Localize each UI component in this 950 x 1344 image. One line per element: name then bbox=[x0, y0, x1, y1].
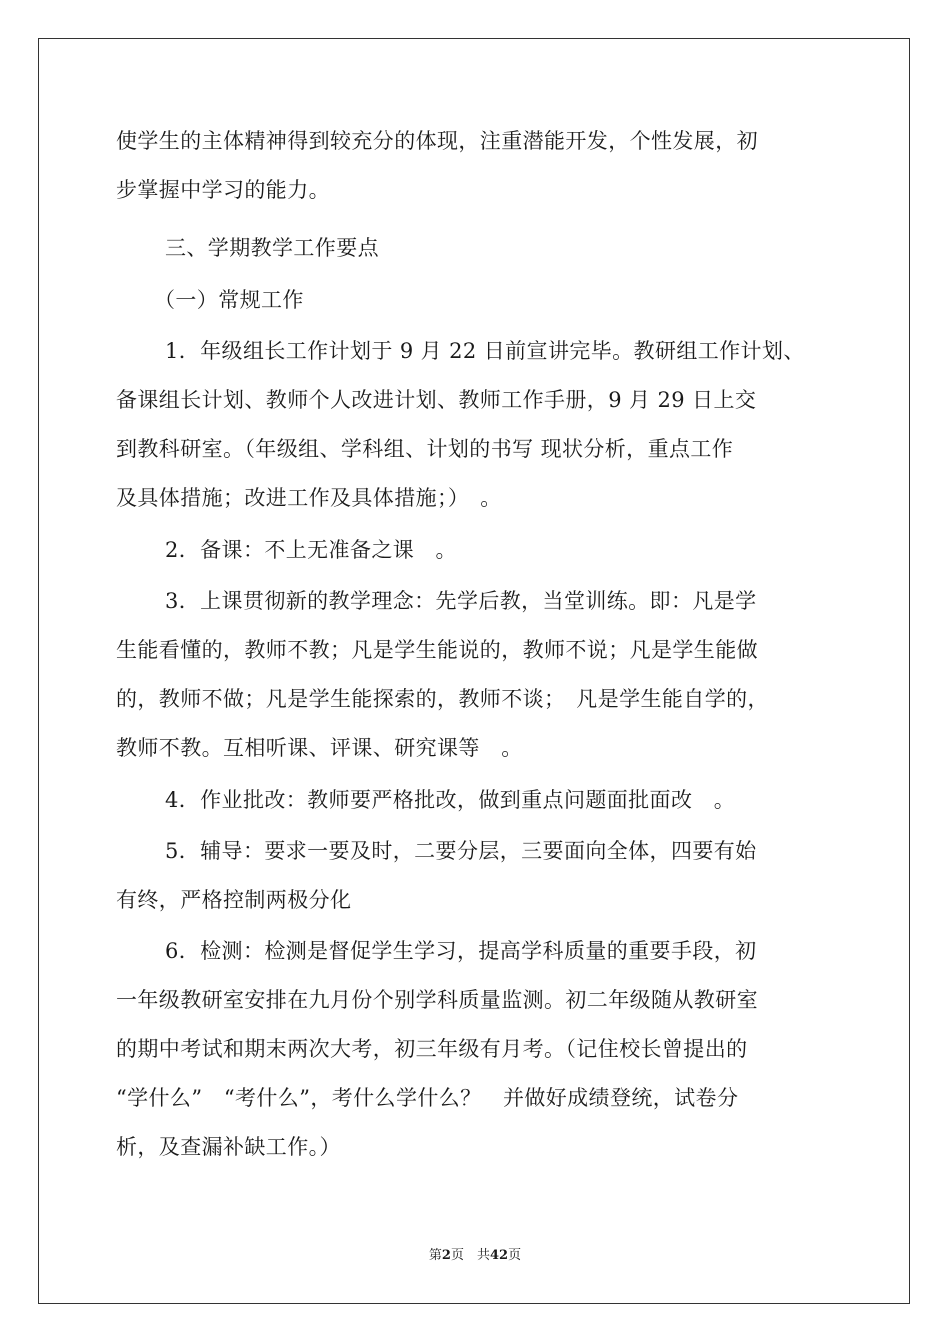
text-line: 备课组长计划、教师个人改进计划、教师工作手册，9 月 29 日上交 bbox=[116, 388, 757, 412]
text-line: 步掌握中学习的能力。 bbox=[116, 178, 330, 202]
footer-suffix: 页 bbox=[508, 1248, 522, 1263]
text-line: 到教科研室。（年级组、学科组、计划的书写 现状分析，重点工作 bbox=[116, 437, 734, 461]
paragraph-start: 4．作业批改：教师要严格批改，做到重点问题面批面改 。 bbox=[165, 788, 736, 812]
page-footer bbox=[0, 1247, 950, 1265]
total-pages-number: 42 bbox=[489, 1248, 509, 1263]
footer-middle: 页 共 bbox=[450, 1248, 490, 1263]
text-line: 及具体措施；改进工作及具体措施；） 。 bbox=[116, 486, 502, 510]
paragraph-start: 1．年级组长工作计划于 9 月 22 日前宣讲完毕。教研组工作计划、 bbox=[165, 339, 805, 363]
text-line: “学什么” “考什么”，考什么学什么？ 并做好成绩登统，试卷分 bbox=[116, 1086, 739, 1110]
footer-prefix: 第 bbox=[428, 1248, 442, 1263]
paragraph-start: 5．辅导：要求一要及时，二要分层，三要面向全体，四要有始 bbox=[165, 839, 757, 863]
text-line: 使学生的主体精神得到较充分的体现，注重潜能开发，个性发展，初 bbox=[116, 129, 758, 153]
text-line: 一年级教研室安排在九月份个别学科质量监测。初二年级随从教研室 bbox=[116, 988, 758, 1012]
text-line: 生能看懂的，教师不教；凡是学生能说的，教师不说；凡是学生能做 bbox=[116, 638, 758, 662]
text-line: 的，教师不做；凡是学生能探索的，教师不谈； 凡是学生能自学的， bbox=[116, 687, 769, 711]
paragraph-start: 6．检测：检测是督促学生学习，提高学科质量的重要手段，初 bbox=[165, 939, 757, 963]
page-border bbox=[38, 38, 910, 1304]
current-page-number: 2 bbox=[441, 1248, 451, 1263]
subsection-heading: （一）常规工作 bbox=[154, 288, 304, 312]
section-heading: 三、学期教学工作要点 bbox=[165, 236, 379, 260]
text-line: 有终，严格控制两极分化 bbox=[116, 888, 352, 912]
paragraph-start: 2．备课：不上无准备之课 。 bbox=[165, 538, 457, 562]
text-line: 教师不教。互相听课、评课、研究课等 。 bbox=[116, 736, 523, 760]
text-line: 的期中考试和期末两次大考，初三年级有月考。（记住校长曾提出的 bbox=[116, 1037, 748, 1061]
text-line: 析，及查漏补缺工作。） bbox=[116, 1135, 341, 1159]
paragraph-start: 3．上课贯彻新的教学理念：先学后教，当堂训练。即：凡是学 bbox=[165, 589, 757, 613]
